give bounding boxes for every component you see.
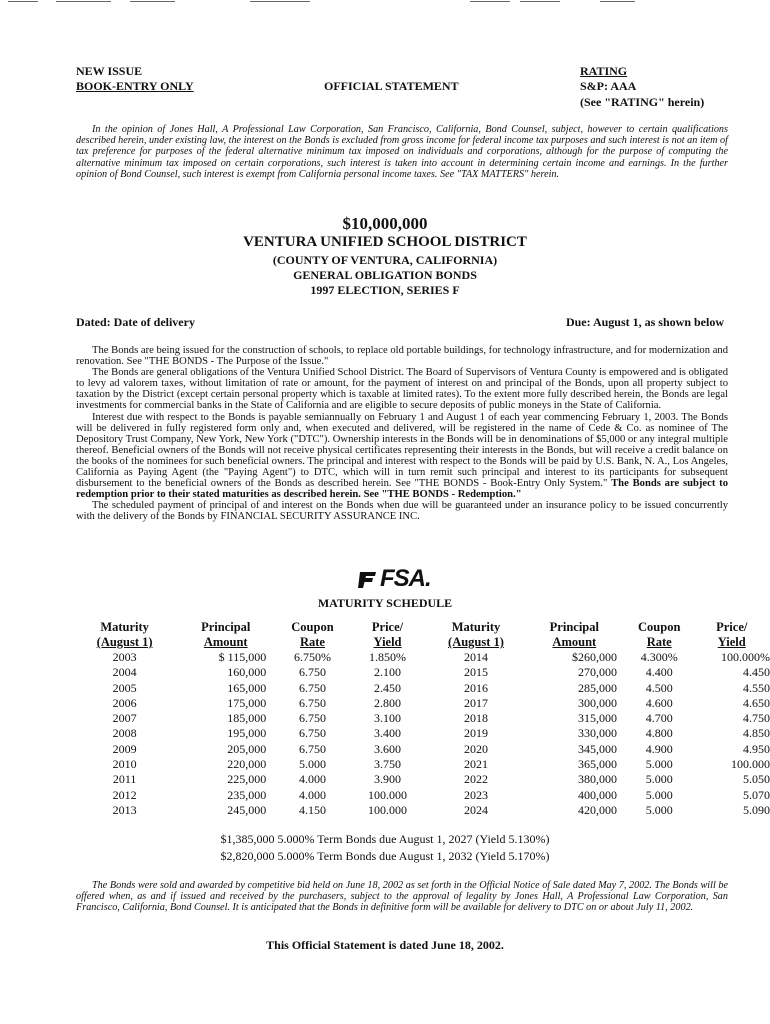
table-cell: 100.000 xyxy=(368,787,408,802)
table-cell: 220,000 xyxy=(227,757,267,772)
rating-value: S&P: AAA xyxy=(580,79,637,93)
table-cell: 5.070 xyxy=(743,787,770,802)
table-cell: 4.900 xyxy=(645,741,673,756)
redemption-notice: The Bonds are subject to redemption prior to their stated maturities as described herein. See "THE BONDS - Redemption." xyxy=(76,478,728,501)
table-cell: 225,000 xyxy=(227,772,267,787)
table-cell: 6.750 xyxy=(298,665,326,680)
bond-type: GENERAL OBLIGATION BONDS xyxy=(293,268,477,282)
header-cell: Yield xyxy=(373,635,402,649)
table-cell: 2016 xyxy=(463,680,488,695)
table-cell: 2006 xyxy=(112,695,137,710)
table-cell: 5.090 xyxy=(743,802,770,817)
table-cell: 3.750 xyxy=(374,757,402,772)
table-cell: 235,000 xyxy=(227,787,267,802)
header-cell: Price/ xyxy=(716,620,748,634)
table-cell: 2008 xyxy=(112,726,137,741)
table-cell: 3.400 xyxy=(374,726,402,741)
table-cell: 5.000 xyxy=(645,787,673,802)
interest-paragraph xyxy=(76,412,728,501)
table-cell: 195,000 xyxy=(227,726,267,741)
table-cell: 3.900 xyxy=(374,772,402,787)
table-cell: 185,000 xyxy=(227,711,267,726)
new-issue-label: NEW ISSUE xyxy=(76,64,143,78)
table-cell: 2017 xyxy=(463,695,488,710)
table-cell: 6.750 xyxy=(298,741,326,756)
sale-paragraph: The Bonds were sold and awarded by competitive bid held on June 18, 2002 as set forth in the Official Notice of Sale dated May 7, 2002. The Bonds will be offered when, as and if issued and received by the purchasers, subject to the approval of legality by Jones Hall, A Professional Law Corporation, San Francisco, California, Bond Counsel. It is anticipated that the Bonds in definitive form will be available for delivery to DTC on or about July 11, 2002. xyxy=(76,880,728,914)
table-row xyxy=(76,650,770,665)
table-cell: 165,000 xyxy=(227,680,267,695)
dated-date: Dated: Date of delivery xyxy=(76,315,195,329)
table-row xyxy=(76,803,770,818)
table-cell: 245,000 xyxy=(227,802,267,817)
header-cell: (August 1) xyxy=(96,635,153,649)
table-cell: 4.000 xyxy=(298,772,326,787)
table-cell: 2.800 xyxy=(374,695,402,710)
table-cell: 4.400 xyxy=(645,665,673,680)
table-cell: 365,000 xyxy=(577,757,617,772)
table-cell: 4.800 xyxy=(645,726,673,741)
table-row xyxy=(76,711,770,726)
table-cell: 2007 xyxy=(112,711,137,726)
table-cell: 2013 xyxy=(112,802,137,817)
maturity-schedule-title: MATURITY SCHEDULE xyxy=(317,596,453,610)
table-cell: 285,000 xyxy=(577,680,617,695)
bond-series: 1997 ELECTION, SERIES F xyxy=(310,283,460,297)
header-cell: Price/ xyxy=(371,620,404,634)
table-cell: 100.000% xyxy=(721,650,770,664)
table-cell: 205,000 xyxy=(227,741,267,756)
table-row xyxy=(76,772,770,787)
county-name: (COUNTY OF VENTURA, CALIFORNIA) xyxy=(272,253,498,267)
table-cell: 6.750 xyxy=(298,695,326,710)
table-cell: 4.650 xyxy=(743,695,770,710)
table-cell: 2010 xyxy=(112,757,137,772)
term-bond-2027: $1,385,000 5.000% Term Bonds due August 1, 2027 (Yield 5.130%) xyxy=(220,832,550,846)
interest-text: Interest due with respect to the Bonds is payable semiannually on February 1 and August 1 of each year commencing February 1, 2003. The Bonds will be delivered in fully registered form only and, when executed and delivered, will be registered in the name of Cede & Co. as nominee of The Depository Trust Company, New York, New York ("DTC"). Ownership interests in the Bonds will be in denominations of $5,000 or any integral multiple thereof. Beneficial owners of the Bonds will not receive physical certificates representing their interests in the Bonds, but will receive a credit balance on the books of the nominees for such beneficial owners. The principal and interest with respect to the Bonds will be paid by U.S. Bank, N. A., Los Angeles, California as Paying Agent (the "Paying Agent") to DTC, which will in turn remit such principal and interest to its participants for subsequent disbursement to the beneficial owners of the Bonds as described herein. See "THE BONDS - Book-Entry Only System." xyxy=(76,411,728,490)
table-cell: 4.700 xyxy=(645,711,673,726)
bond-counsel-opinion: In the opinion of Jones Hall, A Professional Law Corporation, San Francisco, California, Bond Counsel, subject, however to certain qualifications described herein, under existing law, the interest on the Bonds is excluded from gross income for federal income tax purposes and such interest is not an item of tax preference for purposes of the federal alternative minimum tax imposed on individuals and corporations, although for the purpose of computing the alternative minimum tax imposed on certain corporations, such interest is taken into account in determining certain income and earnings. In the further opinion of Bond Counsel, such interest is exempt from California personal income taxes. See "TAX MATTERS" herein. xyxy=(76,124,728,180)
table-cell: 3.100 xyxy=(374,711,402,726)
maturity-rows xyxy=(76,650,770,818)
table-cell: 4.300% xyxy=(640,650,678,664)
rating-label: RATING xyxy=(580,64,628,78)
fsa-logo-text: FSA. xyxy=(380,565,431,592)
term-bond-2032: $2,820,000 5.000% Term Bonds due August 1, 2032 (Yield 5.170%) xyxy=(220,849,550,863)
table-cell: 330,000 xyxy=(577,726,617,741)
table-cell: 380,000 xyxy=(577,772,617,787)
table-row xyxy=(76,681,770,696)
table-cell: 6.750% xyxy=(293,650,331,664)
table-cell: 6.750 xyxy=(298,726,326,741)
table-cell: 4.150 xyxy=(298,802,326,817)
table-cell: 6.750 xyxy=(298,711,326,726)
table-cell: 2020 xyxy=(463,741,488,756)
table-cell: 4.950 xyxy=(743,741,770,756)
table-cell: 400,000 xyxy=(577,787,617,802)
header-cell: Maturity xyxy=(100,620,149,634)
table-cell: 4.850 xyxy=(743,726,770,741)
table-cell: 2009 xyxy=(112,741,137,756)
table-cell: 2021 xyxy=(463,757,488,772)
table-cell: 5.000 xyxy=(645,772,673,787)
table-cell: 345,000 xyxy=(577,741,617,756)
security-paragraph: The Bonds are general obligations of the Ventura Unified School District. The Board of Supervisors of Ventura County is empowered and is obligated to levy ad valorem taxes, without limitation of rate or amount, for the payment of interest on and principal of the Bonds, upon all property subject to taxation by the District (except certain personal property which is taxable at limited rates). To the extent more fully described herein, the Bonds are legal investments for commercial banks in the State of California and are eligible to secure deposits of public moneys in the State of California. xyxy=(76,367,728,412)
table-cell: 5.000 xyxy=(298,757,326,772)
header-cell: Yield xyxy=(717,635,746,649)
maturity-header-top xyxy=(76,620,770,635)
table-row xyxy=(76,726,770,741)
table-cell: 2019 xyxy=(463,726,488,741)
table-cell: 420,000 xyxy=(577,802,617,817)
table-cell: 4.450 xyxy=(743,665,770,680)
header-cell: Principal xyxy=(549,620,599,634)
due-date: Due: August 1, as shown below xyxy=(565,315,724,329)
table-cell: 4.500 xyxy=(645,680,673,695)
maturity-table xyxy=(76,620,770,818)
table-cell: 2014 xyxy=(463,650,488,664)
table-cell: 5.000 xyxy=(645,802,673,817)
table-cell: 2011 xyxy=(112,772,137,787)
table-cell: 2018 xyxy=(463,711,488,726)
table-cell: 315,000 xyxy=(577,711,617,726)
table-cell: 175,000 xyxy=(227,695,267,710)
header-cell: Rate xyxy=(299,635,325,649)
purpose-paragraph: The Bonds are being issued for the construction of schools, to replace old portable buildings, for technology infrastructure, and for modernization and renovation. See "THE BONDS - The Purpose of the Issue." xyxy=(76,345,728,368)
rating-reference: (See "RATING" herein) xyxy=(580,95,705,109)
table-cell: $260,000 xyxy=(571,650,617,664)
table-cell: 5.050 xyxy=(743,772,770,787)
header-cell: Coupon xyxy=(291,620,334,634)
official-statement-heading: OFFICIAL STATEMENT xyxy=(324,79,459,93)
header-cell: Rate xyxy=(646,635,672,649)
table-cell: 160,000 xyxy=(227,665,267,680)
fsa-mark-icon xyxy=(358,569,378,589)
insurance-paragraph: The scheduled payment of principal of and interest on the Bonds when due will be guaranteed under an insurance policy to be issued concurrently with the delivery of the Bonds by FINANCIAL SECURITY ASSURANCE INC. xyxy=(76,500,728,523)
table-cell: $ 115,000 xyxy=(218,650,267,664)
table-row xyxy=(76,788,770,803)
table-cell: 2.100 xyxy=(374,665,402,680)
table-row xyxy=(76,742,770,757)
scan-marks xyxy=(0,0,770,4)
table-cell: 100.000 xyxy=(731,757,770,772)
table-cell: 2012 xyxy=(112,787,137,802)
book-entry-label: BOOK-ENTRY ONLY xyxy=(76,79,194,93)
table-cell: 2022 xyxy=(463,772,488,787)
header-cell: Amount xyxy=(203,635,248,649)
header-cell: Coupon xyxy=(638,620,681,634)
table-cell: 2024 xyxy=(463,802,488,817)
header-cell: (August 1) xyxy=(448,635,504,649)
bond-description xyxy=(76,345,728,523)
maturity-header-bottom xyxy=(76,635,770,650)
table-cell: 300,000 xyxy=(577,695,617,710)
table-cell: 2015 xyxy=(463,665,488,680)
table-cell: 3.600 xyxy=(374,741,402,756)
header-cell: Amount xyxy=(552,635,597,649)
table-cell: 2.450 xyxy=(374,680,402,695)
table-cell: 270,000 xyxy=(577,665,617,680)
header-cell: Maturity xyxy=(451,620,501,634)
table-cell: 2003 xyxy=(112,650,137,664)
table-cell: 6.750 xyxy=(298,680,326,695)
table-cell: 2005 xyxy=(112,680,137,695)
table-cell: 2004 xyxy=(112,665,137,680)
table-row xyxy=(76,757,770,772)
table-row xyxy=(76,696,770,711)
official-statement-date: This Official Statement is dated June 18, 2002. xyxy=(266,938,504,952)
table-cell: 2023 xyxy=(463,787,488,802)
table-cell: 4.750 xyxy=(743,711,770,726)
table-cell: 4.600 xyxy=(645,695,673,710)
issue-amount: $10,000,000 xyxy=(342,214,428,233)
table-cell: 4.550 xyxy=(743,680,770,695)
header-cell: Principal xyxy=(201,620,251,634)
district-name: VENTURA UNIFIED SCHOOL DISTRICT xyxy=(243,234,527,250)
table-cell: 1.850% xyxy=(369,650,407,664)
table-cell: 100.000 xyxy=(368,802,408,817)
table-row xyxy=(76,665,770,680)
fsa-logo xyxy=(358,565,431,593)
table-cell: 5.000 xyxy=(645,757,673,772)
table-cell: 4.000 xyxy=(298,787,326,802)
